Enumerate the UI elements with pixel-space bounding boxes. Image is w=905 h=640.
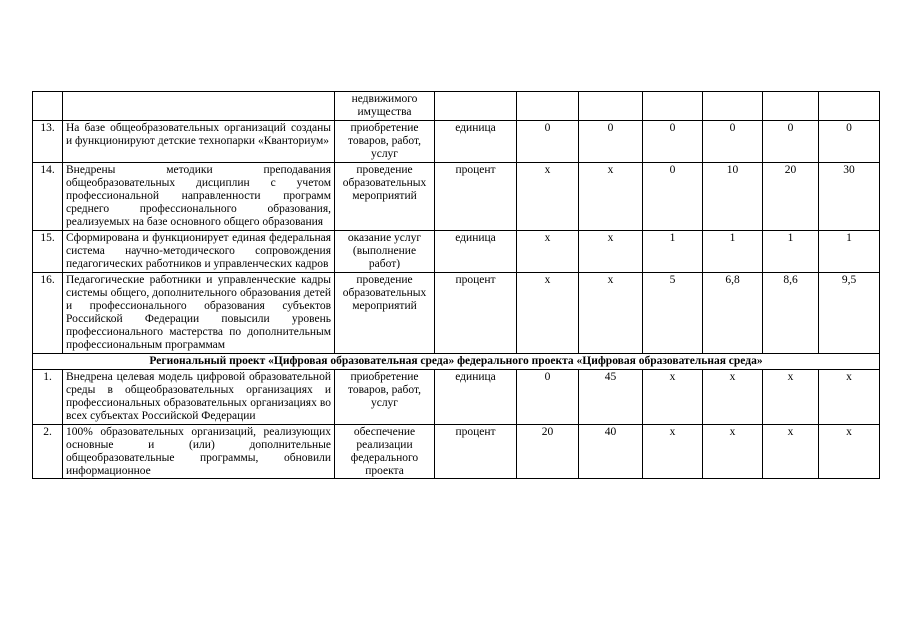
row-number-cell [33, 425, 63, 479]
row-value-cell [703, 121, 763, 163]
row-type: проведение образовательных мероприятий [342, 274, 427, 312]
row-unit-cell [435, 163, 517, 231]
row-value: x [544, 164, 551, 176]
row-description: 100% образовательных организаций, реализующих основные и (или) дополнительные общеобразовательные программы, обновили информационное [66, 426, 331, 477]
table-row [33, 163, 880, 231]
row-value-cell [703, 163, 763, 231]
row-value: x [544, 274, 551, 286]
row-value-cell [763, 92, 819, 121]
row-type: обеспечение реализации федерального проекта [350, 426, 419, 477]
row-value-cell [579, 163, 643, 231]
row-value-cell [819, 121, 880, 163]
section-title: Региональный проект «Цифровая образовательная среда» федерального проекта «Цифровая образовательная среда» [33, 354, 880, 370]
row-description-cell [63, 425, 335, 479]
row-unit: процент [455, 274, 496, 286]
row-unit-cell [435, 425, 517, 479]
row-description-cell [63, 273, 335, 354]
row-type: недвижимого имущества [351, 93, 418, 118]
row-value-cell [703, 370, 763, 425]
row-value-cell [763, 273, 819, 354]
row-value: x [787, 426, 794, 438]
row-value: 6,8 [725, 274, 740, 286]
table-row [33, 273, 880, 354]
row-value: x [669, 371, 676, 383]
row-value: 0 [544, 122, 551, 134]
row-value-cell [763, 121, 819, 163]
row-value: 0 [787, 122, 794, 134]
row-value-cell [819, 370, 880, 425]
row-value: x [607, 164, 614, 176]
row-value-cell [579, 370, 643, 425]
row-unit: процент [455, 164, 496, 176]
row-value: 8,6 [783, 274, 798, 286]
row-value-cell [517, 425, 579, 479]
row-value-cell [703, 231, 763, 273]
row-value-cell [643, 425, 703, 479]
row-value-cell [517, 163, 579, 231]
row-value-cell [517, 121, 579, 163]
row-value: x [669, 426, 676, 438]
row-number: 14. [40, 164, 55, 176]
row-value-cell [579, 273, 643, 354]
row-value-cell [819, 231, 880, 273]
row-description: Педагогические работники и управленческие кадры системы общего, дополнительного образования детей и профессионального образования субъектов Российской Федерации повысили уровень профессионального мастерства по дополнительным профессиональным программам [66, 274, 331, 351]
table-row [33, 231, 880, 273]
row-value: 0 [846, 122, 852, 134]
row-type-cell [335, 163, 435, 231]
row-value: x [846, 371, 852, 383]
row-value-cell [579, 121, 643, 163]
row-number-cell [33, 163, 63, 231]
row-value: 0 [669, 122, 676, 134]
table-row [33, 425, 880, 479]
row-type-cell [335, 231, 435, 273]
row-type-cell [335, 92, 435, 121]
row-type: приобретение товаров, работ, услуг [347, 371, 422, 409]
table-body [33, 92, 880, 479]
row-value: 45 [604, 371, 617, 383]
row-unit-cell [435, 121, 517, 163]
row-number-cell [33, 273, 63, 354]
row-number-cell [33, 121, 63, 163]
row-value-cell [703, 425, 763, 479]
row-unit-cell [435, 231, 517, 273]
row-value-cell [643, 231, 703, 273]
row-unit-cell [435, 273, 517, 354]
row-value-cell [819, 425, 880, 479]
row-value: 0 [669, 164, 676, 176]
row-description-cell [63, 231, 335, 273]
row-description-cell [63, 92, 335, 121]
row-value-cell [579, 425, 643, 479]
row-value-cell [763, 425, 819, 479]
row-value-cell [517, 273, 579, 354]
row-unit: единица [455, 371, 496, 383]
row-value-cell [819, 273, 880, 354]
row-value: x [846, 426, 852, 438]
row-description: Сформирована и функционирует единая федеральная система научно-методического сопровождения педагогических работников и управленческих кадров [66, 232, 331, 270]
row-description: Внедрены методики преподавания общеобразовательных дисциплин с учетом профессиональной направленности программ среднего профессионального образования, реализуемых на базе основного общего образования [66, 164, 331, 228]
row-number: 1. [43, 371, 52, 383]
row-value: 30 [843, 164, 855, 176]
row-type-cell [335, 273, 435, 354]
row-number: 16. [40, 274, 55, 286]
row-value-cell [819, 92, 880, 121]
row-unit: единица [455, 232, 496, 244]
row-value: 10 [726, 164, 739, 176]
row-value-cell [643, 163, 703, 231]
row-number: 15. [40, 232, 55, 244]
table-row [33, 121, 880, 163]
row-description-cell [63, 163, 335, 231]
row-value: x [544, 232, 551, 244]
section-header-row [33, 354, 880, 370]
row-value: 1 [729, 232, 736, 244]
row-unit-cell [435, 370, 517, 425]
row-value-cell [763, 370, 819, 425]
row-description: Внедрена целевая модель цифровой образовательной среды в общеобразовательных организациях и профессиональных образовательных организациях во всех субъектах Российской Федерации [66, 371, 331, 422]
row-value: 0 [729, 122, 736, 134]
row-value-cell [819, 163, 880, 231]
row-value: 20 [541, 426, 554, 438]
row-value-cell [703, 92, 763, 121]
row-unit: единица [455, 122, 496, 134]
row-value-cell [763, 163, 819, 231]
row-value-cell [703, 273, 763, 354]
row-type: приобретение товаров, работ, услуг [347, 122, 422, 160]
row-value: 40 [604, 426, 617, 438]
row-value: x [729, 371, 736, 383]
row-type-cell [335, 370, 435, 425]
row-description-cell [63, 370, 335, 425]
row-value: x [729, 426, 736, 438]
row-type-cell [335, 425, 435, 479]
row-value: 0 [544, 371, 551, 383]
table-row [33, 370, 880, 425]
row-value-cell [763, 231, 819, 273]
row-value: x [787, 371, 794, 383]
row-type: проведение образовательных мероприятий [342, 164, 427, 202]
row-number: 2. [43, 426, 52, 438]
row-value-cell [643, 273, 703, 354]
row-value: x [607, 274, 614, 286]
row-value: 9,5 [841, 274, 857, 286]
indicators-table [32, 91, 880, 479]
row-value: 0 [607, 122, 614, 134]
row-unit-cell [435, 92, 517, 121]
row-value: 1 [787, 232, 794, 244]
row-number: 13. [40, 122, 55, 134]
row-value: 5 [669, 274, 676, 286]
row-value-cell [643, 370, 703, 425]
row-value: 20 [784, 164, 797, 176]
row-value-cell [517, 92, 579, 121]
row-value-cell [643, 92, 703, 121]
row-type-cell [335, 121, 435, 163]
row-value: 1 [846, 232, 852, 244]
row-value-cell [643, 121, 703, 163]
row-value-cell [579, 92, 643, 121]
row-type: оказание услуг (выполнение работ) [347, 232, 422, 270]
row-description: На базе общеобразовательных организаций созданы и функционируют детские технопарки «Кванториум» [66, 122, 331, 147]
row-number-cell [33, 370, 63, 425]
row-value: 1 [669, 232, 676, 244]
row-value-cell [517, 231, 579, 273]
row-unit: процент [455, 426, 496, 438]
row-value-cell [517, 370, 579, 425]
row-number-cell [33, 92, 63, 121]
row-number-cell [33, 231, 63, 273]
table-row [33, 92, 880, 121]
row-value-cell [579, 231, 643, 273]
row-description-cell [63, 121, 335, 163]
row-value: x [607, 232, 614, 244]
